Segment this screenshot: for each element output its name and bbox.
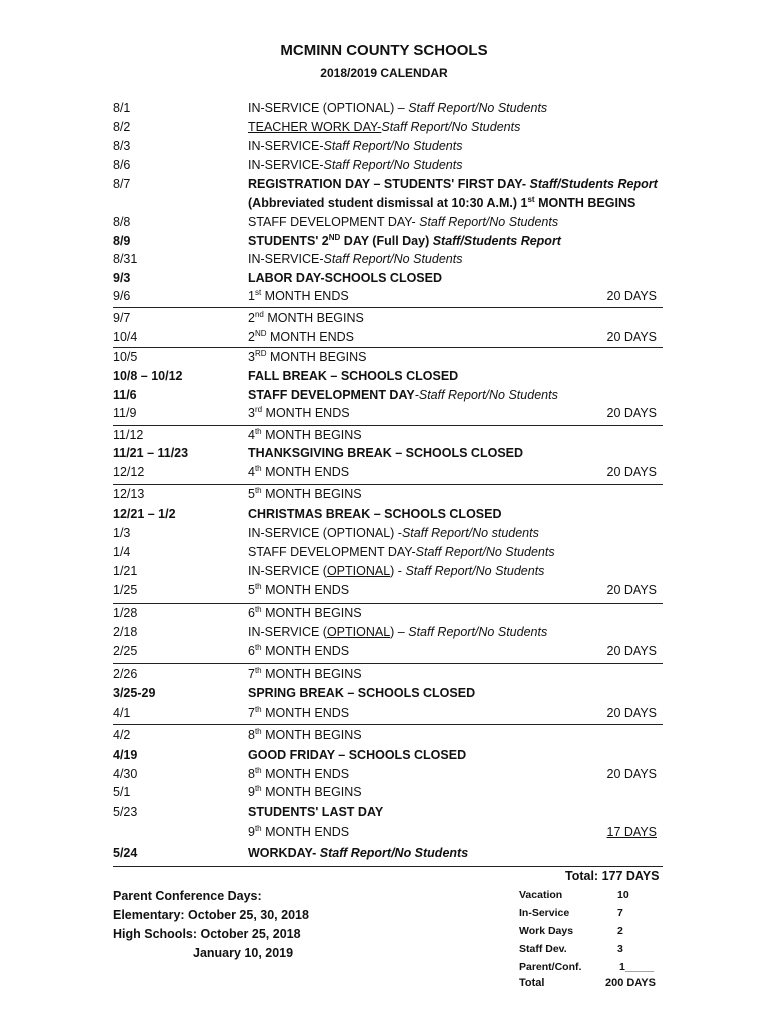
summary-row [519,889,659,907]
event-text-segment: st [254,287,262,297]
row-event [248,177,658,191]
row-event [248,846,468,860]
event-text-segment: ND [254,328,267,338]
event-text-segment: STAFF DEVELOPMENT DAY- [248,545,416,559]
event-text-segment: th [254,783,262,793]
event-text-segment: MONTH ENDS [261,767,350,781]
row-event [248,805,383,819]
event-text-segment: 8 [248,767,255,781]
event-text-segment: OPTIONAL [326,564,391,578]
row-event [248,446,523,460]
row-event [248,330,354,344]
event-text-segment: MONTH BEGINS [263,311,364,325]
conference-elementary: Elementary: October 25, 30, 2018 [113,908,309,922]
row-event [248,625,547,639]
event-text-segment: IN-SERVICE- [248,158,324,172]
event-text-segment: MONTH BEGINS [261,487,362,501]
row-days-count: 20 DAYS [606,465,657,479]
event-text-segment: SPRING BREAK – SCHOOLS CLOSED [248,686,476,700]
month-divider [113,307,663,308]
parent-conference-block [113,887,309,963]
row-event [248,311,364,325]
row-event [248,487,362,501]
event-text-segment: MONTH ENDS [266,330,355,344]
event-text-segment: th [254,485,262,495]
event-text-segment: MONTH BEGINS [261,667,362,681]
event-text-segment: th [254,823,262,833]
month-divider [113,347,663,348]
row-date: 5/1 [113,785,131,799]
document-title: MCMINN COUNTY SCHOOLS [280,42,488,59]
event-text-segment: Staff Report/No Students [405,564,545,578]
summary-total-label: Total [519,977,545,989]
event-text-segment: th [254,642,262,652]
event-text-segment: MONTH ENDS [261,583,350,597]
row-date: 9/6 [113,289,131,303]
event-text-segment: STAFF DEVELOPMENT DAY [248,388,415,402]
event-text-segment: th [254,726,262,736]
row-date: 8/1 [113,101,131,115]
event-text-segment: Staff Report/No Students [319,846,469,860]
summary-value: 10 [617,889,629,901]
row-date: 1/4 [113,545,131,559]
event-text-segment: ) - [390,564,406,578]
event-text-segment: 2 [248,311,255,325]
summary-label: Parent/Conf. [519,961,582,973]
row-date: 11/12 [113,428,144,442]
event-text-segment: STUDENTS' 2 [248,234,329,248]
event-text-segment: MONTH BEGINS [266,350,367,364]
row-days-count: 20 DAYS [606,583,657,597]
row-event [248,369,458,383]
summary-value: 1_____ [619,961,655,973]
event-text-segment: Staff Report/No Students [415,545,555,559]
event-text-segment: Staff Report/No students [401,526,539,540]
row-date: 1/25 [113,583,138,597]
document-subtitle: 2018/2019 CALENDAR [320,66,448,80]
event-text-segment: IN-SERVICE- [248,252,324,266]
row-event [248,507,502,521]
row-event [248,120,520,134]
row-date: 11/21 – 11/23 [113,446,189,460]
row-date: 11/6 [113,388,137,402]
row-date: 1/21 [113,564,138,578]
summary-value: 7 [617,907,623,919]
row-days-count: 20 DAYS [606,644,657,658]
event-text-segment: MONTH ENDS [261,825,350,839]
event-text-segment: IN-SERVICE ( [248,625,327,639]
summary-total-row [519,977,659,995]
row-date: 8/2 [113,120,131,134]
event-text-segment: THANKSGIVING BREAK – SCHOOLS CLOSED [248,446,524,460]
row-event [248,526,539,540]
event-text-segment: th [254,665,262,675]
row-event [248,215,558,229]
row-date: 10/8 – 10/12 [113,369,183,383]
event-text-segment: 4 [248,465,255,479]
event-text-segment: 9 [248,785,255,799]
event-text-segment: Staff Report/No Students [323,139,463,153]
conference-high-schools: High Schools: October 25, 2018 [113,927,301,941]
row-date: 3/25-29 [113,686,156,700]
conference-heading: Parent Conference Days: [113,889,262,903]
event-text-segment: 6 [248,606,255,620]
row-date: 10/5 [113,350,138,364]
event-text-segment: MONTH BEGINS [261,606,362,620]
event-text-segment: MONTH BEGINS [261,728,362,742]
row-event [248,271,442,285]
row-date: 8/6 [113,158,131,172]
month-divider [113,724,663,725]
event-text-segment: th [254,704,262,714]
event-text-segment: 7 [248,706,255,720]
event-text-segment: 7 [248,667,255,681]
row-event [248,767,349,781]
event-text-segment: MONTH ENDS [261,289,349,303]
row-days-count: 20 DAYS [606,406,657,420]
row-date: 2/18 [113,625,138,639]
month-divider [113,603,663,604]
row-event [248,101,547,115]
row-date: 8/31 [113,252,138,266]
event-text-segment: 4 [248,428,255,442]
row-event [248,196,635,210]
event-text-segment: 5 [248,487,255,501]
row-days-count: 17 DAYS [606,825,657,839]
event-text-segment: th [254,426,262,436]
event-text-segment: 3 [248,406,255,420]
row-date: 4/19 [113,748,138,762]
row-date: 11/9 [113,406,137,420]
row-event [248,350,367,364]
event-text-segment: RD [254,348,267,358]
row-date: 1/28 [113,606,138,620]
event-text-segment: LABOR DAY-SCHOOLS CLOSED [248,271,443,285]
row-date: 4/30 [113,767,138,781]
row-date: 12/21 – 1/2 [113,507,176,521]
row-date: 5/24 [113,846,138,860]
event-text-segment: FALL BREAK – SCHOOLS CLOSED [248,369,459,383]
summary-label: Work Days [519,925,574,937]
event-text-segment: (Abbreviated student dismissal at 10:30 A.M.) 1 [248,196,528,210]
event-text-segment: Staff Report/No Students [323,252,463,266]
summary-row [519,907,659,925]
event-text-segment: IN-SERVICE (OPTIONAL) - [248,526,402,540]
row-event [248,388,558,402]
row-event [248,428,362,442]
summary-value: 2 [617,925,623,937]
event-text-segment: STUDENTS' LAST DAY [248,805,384,819]
row-days-count: 20 DAYS [606,289,657,303]
event-text-segment: IN-SERVICE (OPTIONAL) – [248,101,409,115]
event-text-segment: 6 [248,644,255,658]
event-text-segment: -Staff Report/No Students [414,388,558,402]
summary-row [519,925,659,943]
row-event [248,465,349,479]
row-date: 2/25 [113,644,138,658]
summary-label: Vacation [519,889,563,901]
row-event [248,728,362,742]
event-text-segment: st [527,194,535,204]
event-text-segment: IN-SERVICE ( [248,564,327,578]
row-event [248,644,349,658]
month-divider [113,425,663,426]
month-divider [113,663,663,664]
row-date: 8/8 [113,215,131,229]
event-text-segment: MONTH ENDS [261,706,350,720]
summary-label: Staff Dev. [519,943,567,955]
row-event [248,785,362,799]
row-event [248,545,555,559]
row-event [248,667,362,681]
event-text-segment: 3 [248,350,255,364]
event-text-segment: MONTH BEGINS [534,196,636,210]
days-summary-table [519,889,659,995]
row-event [248,289,349,303]
row-date: 4/2 [113,728,131,742]
event-text-segment: STAFF DEVELOPMENT DAY- [248,215,420,229]
row-date: 1/3 [113,526,131,540]
summary-label: In-Service [519,907,570,919]
event-text-segment: ) – [390,625,409,639]
row-date: 12/13 [113,487,145,501]
row-date: 9/7 [113,311,131,325]
row-event [248,748,466,762]
row-event [248,825,349,839]
row-event [248,606,362,620]
row-event [248,406,350,420]
summary-value: 3 [617,943,623,955]
row-date: 8/9 [113,234,131,248]
event-text-segment: OPTIONAL [326,625,391,639]
event-text-segment: 5 [248,583,255,597]
event-text-segment: Staff Report/No Students [408,625,548,639]
event-text-segment: 1 [248,289,255,303]
event-text-segment: DAY (Full Day) [340,234,433,248]
row-date: 12/12 [113,465,145,479]
event-text-segment: Staff Report/No Students [419,215,559,229]
event-text-segment: MONTH BEGINS [261,785,362,799]
total-days: Total: 177 DAYS [565,869,660,883]
event-text-segment: th [254,604,262,614]
event-text-segment: MONTH ENDS [261,644,350,658]
event-text-segment: Staff/Students Report [432,234,561,248]
event-text-segment: th [254,463,262,473]
row-date: 8/7 [113,177,131,191]
event-text-segment: 8 [248,728,255,742]
row-event [248,686,475,700]
conference-high-schools-second: January 10, 2019 [193,946,294,960]
row-event [248,706,349,720]
event-text-segment: IN-SERVICE- [248,139,324,153]
event-text-segment: nd [254,309,264,319]
event-text-segment: th [254,581,262,591]
row-event [248,252,462,266]
row-date: 2/26 [113,667,138,681]
summary-total-value: 200 DAYS [605,977,656,989]
row-date: 5/23 [113,805,138,819]
event-text-segment: TEACHER WORK DAY- [248,120,382,134]
event-text-segment: CHRISTMAS BREAK – SCHOOLS CLOSED [248,507,502,521]
month-divider [113,866,663,867]
row-days-count: 20 DAYS [606,767,657,781]
row-event [248,583,349,597]
event-text-segment: MONTH BEGINS [261,428,362,442]
row-event [248,234,561,248]
row-days-count: 20 DAYS [606,706,657,720]
row-event [248,139,462,153]
event-text-segment: MONTH ENDS [261,465,350,479]
event-text-segment: GOOD FRIDAY – SCHOOLS CLOSED [248,748,467,762]
row-date: 8/3 [113,139,131,153]
event-text-segment: ND [328,232,341,242]
event-text-segment: th [254,765,262,775]
summary-row [519,943,659,961]
event-text-segment: 9 [248,825,255,839]
event-text-segment: Staff Report/No Students [323,158,463,172]
event-text-segment: MONTH ENDS [262,406,350,420]
row-event [248,564,544,578]
event-text-segment: Staff/Students Report [529,177,658,191]
row-date: 4/1 [113,706,131,720]
event-text-segment: Staff Report/No Students [408,101,548,115]
event-text-segment: REGISTRATION DAY – STUDENTS' FIRST DAY- [248,177,530,191]
month-divider [113,484,663,485]
event-text-segment: rd [254,404,263,414]
event-text-segment: 2 [248,330,255,344]
event-text-segment: WORKDAY- [248,846,320,860]
row-event [248,158,462,172]
row-date: 10/4 [113,330,138,344]
event-text-segment: Staff Report/No Students [381,120,521,134]
row-date: 9/3 [113,271,131,285]
row-days-count: 20 DAYS [606,330,657,344]
